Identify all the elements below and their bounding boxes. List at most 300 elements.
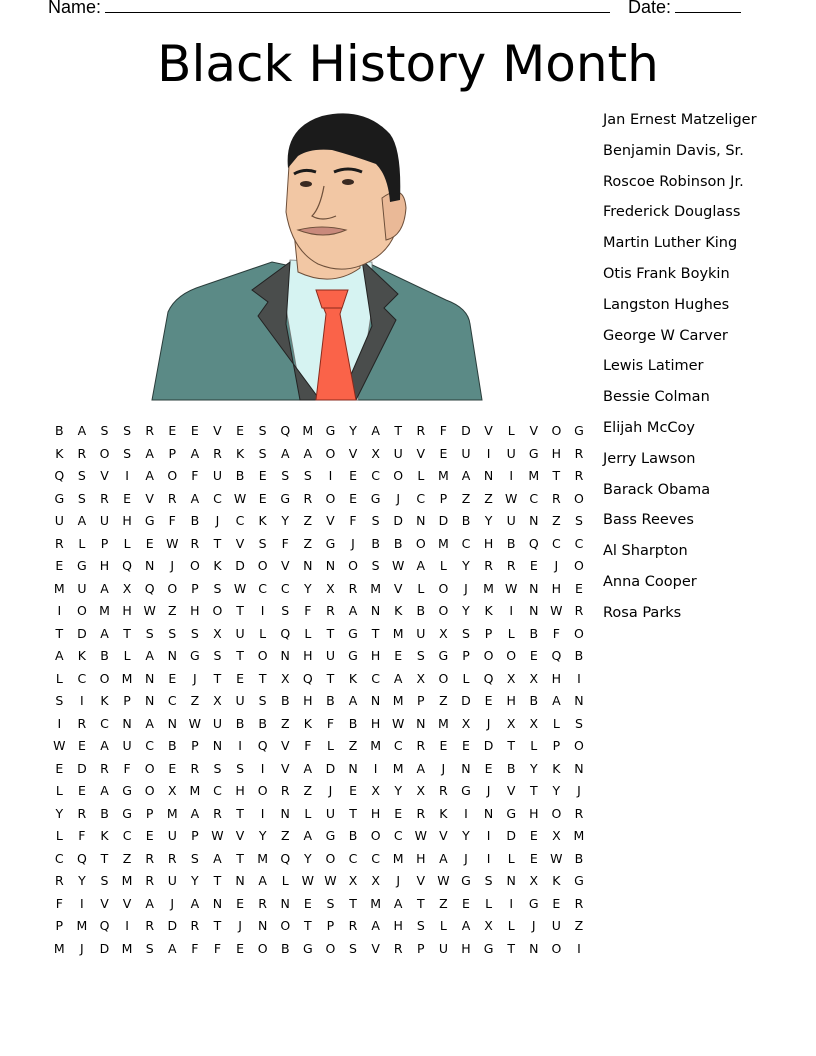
grid-letter[interactable]: J: [193, 670, 197, 686]
grid-letter[interactable]: J: [170, 558, 175, 573]
grid-letter[interactable]: H: [303, 693, 313, 708]
grid-letter[interactable]: M: [53, 580, 65, 596]
grid-letter[interactable]: G: [122, 805, 132, 821]
grid-letter[interactable]: O: [257, 648, 268, 663]
grid-letter[interactable]: M: [573, 828, 585, 843]
grid-letter[interactable]: E: [258, 490, 267, 506]
grid-letter[interactable]: O: [189, 558, 200, 573]
grid-letter[interactable]: N: [280, 805, 290, 821]
grid-letter[interactable]: S: [123, 445, 132, 461]
grid-letter[interactable]: T: [507, 738, 515, 753]
grid-letter[interactable]: J: [486, 783, 491, 798]
grid-letter[interactable]: A: [461, 468, 471, 483]
grid-letter[interactable]: A: [77, 423, 87, 438]
grid-letter[interactable]: M: [483, 580, 494, 596]
grid-letter[interactable]: O: [574, 625, 584, 641]
grid-letter[interactable]: N: [483, 805, 494, 821]
grid-letter[interactable]: X: [461, 715, 471, 731]
grid-letter[interactable]: T: [236, 805, 244, 821]
grid-letter[interactable]: P: [123, 693, 131, 708]
grid-letter[interactable]: S: [190, 625, 199, 641]
grid-letter[interactable]: F: [168, 513, 176, 528]
grid-letter[interactable]: V: [122, 895, 132, 911]
grid-letter[interactable]: E: [236, 423, 244, 438]
grid-letter[interactable]: A: [190, 805, 200, 821]
grid-letter[interactable]: V: [213, 423, 222, 438]
grid-letter[interactable]: E: [439, 738, 448, 753]
grid-letter[interactable]: C: [461, 535, 471, 551]
grid-letter[interactable]: A: [348, 603, 358, 618]
grid-letter[interactable]: V: [393, 580, 403, 596]
grid-letter[interactable]: C: [371, 670, 380, 686]
grid-letter[interactable]: H: [506, 693, 516, 708]
grid-letter[interactable]: M: [437, 715, 449, 731]
grid-letter[interactable]: V: [529, 423, 539, 438]
grid-letter[interactable]: V: [145, 490, 154, 506]
grid-letter[interactable]: Y: [191, 873, 199, 888]
grid-letter[interactable]: R: [213, 805, 222, 821]
grid-letter[interactable]: I: [238, 738, 242, 753]
grid-letter[interactable]: X: [122, 580, 132, 596]
grid-letter[interactable]: O: [167, 468, 178, 483]
grid-letter[interactable]: B: [100, 648, 109, 663]
grid-letter[interactable]: X: [371, 445, 380, 461]
grid-letter[interactable]: A: [552, 693, 561, 708]
grid-letter[interactable]: U: [54, 513, 64, 528]
grid-letter[interactable]: A: [100, 738, 109, 753]
grid-letter[interactable]: H: [370, 805, 381, 821]
grid-letter[interactable]: S: [145, 625, 154, 641]
grid-letter[interactable]: O: [257, 783, 268, 798]
grid-letter[interactable]: U: [235, 625, 245, 641]
grid-letter[interactable]: Z: [303, 535, 313, 551]
grid-letter[interactable]: H: [551, 445, 562, 461]
grid-letter[interactable]: I: [509, 895, 514, 911]
grid-letter[interactable]: B: [280, 693, 290, 708]
grid-letter[interactable]: A: [280, 445, 290, 461]
grid-letter[interactable]: B: [348, 828, 358, 843]
grid-letter[interactable]: A: [303, 828, 313, 843]
grid-letter[interactable]: G: [325, 828, 336, 843]
grid-letter[interactable]: W: [211, 828, 224, 843]
grid-letter[interactable]: F: [326, 715, 335, 731]
grid-letter[interactable]: O: [144, 783, 155, 798]
grid-letter[interactable]: E: [55, 760, 64, 776]
grid-letter[interactable]: T: [55, 625, 64, 641]
grid-letter[interactable]: T: [213, 873, 222, 888]
grid-letter[interactable]: R: [167, 850, 177, 866]
grid-letter[interactable]: G: [506, 805, 517, 821]
grid-letter[interactable]: W: [188, 715, 202, 731]
grid-letter[interactable]: E: [303, 895, 312, 911]
grid-letter[interactable]: O: [167, 580, 178, 596]
grid-letter[interactable]: P: [417, 940, 425, 956]
grid-letter[interactable]: K: [258, 513, 267, 528]
grid-letter[interactable]: P: [100, 535, 109, 551]
grid-letter[interactable]: C: [393, 738, 403, 753]
grid-letter[interactable]: Y: [281, 513, 290, 528]
grid-letter[interactable]: G: [348, 648, 358, 663]
grid-letter[interactable]: Z: [439, 895, 448, 911]
grid-letter[interactable]: A: [145, 648, 154, 663]
grid-letter[interactable]: M: [53, 940, 65, 956]
grid-letter[interactable]: A: [393, 895, 403, 911]
grid-letter[interactable]: O: [370, 828, 381, 843]
grid-letter[interactable]: J: [554, 558, 559, 573]
grid-letter[interactable]: B: [393, 535, 403, 551]
grid-letter[interactable]: J: [464, 580, 468, 596]
grid-letter[interactable]: T: [236, 850, 244, 866]
grid-letter[interactable]: E: [55, 558, 64, 573]
grid-letter[interactable]: E: [394, 648, 403, 663]
grid-letter[interactable]: Z: [574, 918, 584, 933]
grid-letter[interactable]: G: [438, 648, 449, 663]
grid-letter[interactable]: K: [213, 558, 222, 573]
grid-letter[interactable]: W: [301, 873, 315, 888]
grid-letter[interactable]: E: [462, 738, 470, 753]
grid-letter[interactable]: T: [507, 940, 515, 956]
grid-letter[interactable]: G: [574, 873, 584, 888]
grid-letter[interactable]: T: [258, 670, 267, 686]
grid-letter[interactable]: D: [325, 760, 336, 776]
grid-letter[interactable]: O: [280, 918, 291, 933]
grid-letter[interactable]: Q: [144, 580, 155, 596]
grid-letter[interactable]: K: [484, 603, 493, 618]
grid-letter[interactable]: Z: [552, 513, 561, 528]
grid-letter[interactable]: N: [122, 715, 132, 731]
grid-letter[interactable]: A: [348, 693, 358, 708]
grid-letter[interactable]: N: [574, 693, 584, 708]
grid-letter[interactable]: G: [280, 490, 291, 506]
grid-letter[interactable]: S: [371, 513, 380, 528]
grid-letter[interactable]: W: [504, 490, 518, 506]
grid-letter[interactable]: E: [258, 468, 267, 483]
grid-letter[interactable]: F: [213, 940, 222, 956]
grid-letter[interactable]: J: [170, 895, 175, 911]
grid-letter[interactable]: R: [77, 715, 87, 731]
grid-letter[interactable]: T: [213, 918, 222, 933]
grid-letter[interactable]: P: [462, 648, 470, 663]
grid-letter[interactable]: E: [236, 940, 244, 956]
grid-letter[interactable]: C: [371, 468, 380, 483]
grid-letter[interactable]: R: [190, 535, 200, 551]
grid-letter[interactable]: S: [574, 513, 583, 528]
grid-letter[interactable]: L: [530, 738, 538, 753]
grid-letter[interactable]: U: [77, 580, 87, 596]
grid-letter[interactable]: O: [393, 468, 404, 483]
grid-letter[interactable]: M: [392, 693, 404, 708]
grid-letter[interactable]: I: [125, 918, 129, 933]
grid-letter[interactable]: E: [575, 580, 583, 596]
grid-letter[interactable]: B: [55, 423, 64, 438]
grid-letter[interactable]: Q: [99, 918, 110, 933]
grid-letter[interactable]: I: [57, 715, 62, 731]
grid-letter[interactable]: M: [370, 580, 381, 596]
grid-letter[interactable]: I: [80, 895, 84, 911]
grid-letter[interactable]: G: [348, 625, 358, 641]
grid-letter[interactable]: B: [280, 940, 290, 956]
grid-letter[interactable]: H: [416, 850, 426, 866]
grid-letter[interactable]: M: [392, 850, 404, 866]
grid-letter[interactable]: A: [371, 918, 380, 933]
grid-letter[interactable]: D: [167, 918, 178, 933]
grid-letter[interactable]: G: [370, 490, 381, 506]
grid-letter[interactable]: N: [303, 558, 313, 573]
grid-letter[interactable]: V: [235, 828, 245, 843]
grid-letter[interactable]: L: [507, 625, 515, 641]
grid-letter[interactable]: Q: [483, 670, 494, 686]
grid-letter[interactable]: P: [191, 580, 199, 596]
grid-letter[interactable]: T: [552, 468, 561, 483]
grid-letter[interactable]: A: [145, 895, 154, 911]
grid-letter[interactable]: I: [328, 468, 333, 483]
grid-letter[interactable]: A: [439, 850, 448, 866]
grid-letter[interactable]: P: [552, 738, 561, 753]
grid-letter[interactable]: Y: [462, 558, 470, 573]
grid-letter[interactable]: E: [145, 828, 154, 843]
grid-letter[interactable]: Z: [439, 693, 448, 708]
grid-letter[interactable]: H: [483, 535, 494, 551]
grid-letter[interactable]: A: [416, 760, 426, 776]
grid-letter[interactable]: L: [123, 648, 131, 663]
grid-letter[interactable]: T: [100, 850, 109, 866]
grid-letter[interactable]: E: [123, 490, 132, 506]
grid-letter[interactable]: X: [529, 670, 539, 686]
grid-letter[interactable]: J: [351, 535, 355, 551]
grid-letter[interactable]: N: [348, 760, 358, 776]
grid-letter[interactable]: Q: [280, 423, 291, 438]
grid-letter[interactable]: W: [550, 603, 563, 618]
grid-letter[interactable]: H: [190, 603, 200, 618]
grid-letter[interactable]: X: [416, 783, 426, 798]
grid-letter[interactable]: E: [168, 423, 177, 438]
grid-letter[interactable]: H: [529, 805, 539, 821]
grid-letter[interactable]: R: [54, 535, 64, 551]
grid-letter[interactable]: C: [100, 715, 109, 731]
grid-letter[interactable]: A: [145, 715, 154, 731]
grid-letter[interactable]: Y: [394, 783, 403, 798]
grid-letter[interactable]: Q: [551, 648, 562, 663]
grid-letter[interactable]: L: [507, 918, 515, 933]
grid-letter[interactable]: Z: [348, 738, 358, 753]
grid-letter[interactable]: F: [55, 895, 63, 911]
grid-letter[interactable]: F: [552, 625, 560, 641]
grid-letter[interactable]: P: [484, 625, 493, 641]
grid-letter[interactable]: W: [392, 558, 405, 573]
grid-letter[interactable]: I: [577, 670, 581, 686]
grid-letter[interactable]: R: [416, 423, 426, 438]
grid-letter[interactable]: S: [145, 940, 154, 956]
grid-letter[interactable]: G: [528, 445, 539, 461]
grid-letter[interactable]: T: [304, 918, 312, 933]
grid-letter[interactable]: I: [260, 760, 265, 776]
grid-letter[interactable]: T: [213, 670, 222, 686]
grid-letter[interactable]: N: [235, 873, 245, 888]
grid-letter[interactable]: O: [551, 805, 562, 821]
grid-letter[interactable]: H: [551, 580, 562, 596]
grid-letter[interactable]: U: [438, 940, 448, 956]
grid-letter[interactable]: G: [461, 783, 471, 798]
grid-letter[interactable]: W: [233, 490, 247, 506]
grid-letter[interactable]: H: [99, 558, 110, 573]
grid-letter[interactable]: A: [258, 873, 267, 888]
grid-letter[interactable]: L: [55, 670, 63, 686]
grid-letter[interactable]: C: [574, 535, 584, 551]
grid-letter[interactable]: Z: [484, 490, 493, 506]
grid-letter[interactable]: L: [259, 625, 267, 641]
grid-letter[interactable]: V: [100, 895, 109, 911]
grid-letter[interactable]: O: [574, 558, 584, 573]
grid-letter[interactable]: A: [393, 670, 403, 686]
grid-letter[interactable]: U: [99, 513, 110, 528]
grid-letter[interactable]: R: [54, 873, 64, 888]
grid-letter[interactable]: I: [373, 760, 378, 776]
grid-letter[interactable]: U: [167, 873, 177, 888]
grid-letter[interactable]: W: [233, 580, 247, 596]
grid-letter[interactable]: U: [416, 625, 426, 641]
grid-letter[interactable]: B: [258, 715, 267, 731]
grid-letter[interactable]: N: [167, 648, 177, 663]
grid-letter[interactable]: C: [167, 693, 177, 708]
grid-letter[interactable]: C: [551, 535, 561, 551]
grid-letter[interactable]: D: [506, 828, 516, 843]
grid-letter[interactable]: R: [145, 873, 155, 888]
grid-letter[interactable]: D: [483, 738, 494, 753]
grid-letter[interactable]: V: [416, 873, 426, 888]
grid-letter[interactable]: X: [506, 670, 516, 686]
grid-letter[interactable]: J: [238, 918, 242, 933]
grid-letter[interactable]: L: [439, 918, 447, 933]
grid-letter[interactable]: I: [486, 445, 491, 461]
grid-letter[interactable]: R: [348, 918, 358, 933]
grid-letter[interactable]: K: [77, 648, 86, 663]
grid-letter[interactable]: Z: [303, 513, 313, 528]
grid-letter[interactable]: B: [100, 805, 109, 821]
grid-letter[interactable]: N: [212, 895, 223, 911]
grid-letter[interactable]: R: [303, 490, 313, 506]
grid-letter[interactable]: O: [551, 940, 562, 956]
grid-letter[interactable]: C: [258, 580, 267, 596]
grid-letter[interactable]: E: [394, 805, 403, 821]
grid-letter[interactable]: Y: [304, 850, 312, 866]
grid-letter[interactable]: I: [486, 828, 491, 843]
grid-letter[interactable]: J: [531, 918, 536, 933]
grid-letter[interactable]: O: [574, 490, 584, 506]
grid-letter[interactable]: T: [213, 535, 222, 551]
grid-letter[interactable]: P: [145, 805, 154, 821]
grid-letter[interactable]: K: [439, 805, 448, 821]
grid-letter[interactable]: O: [76, 603, 87, 618]
grid-letter[interactable]: E: [484, 760, 493, 776]
grid-letter[interactable]: W: [550, 850, 563, 866]
grid-letter[interactable]: L: [507, 423, 515, 438]
grid-letter[interactable]: O: [438, 580, 449, 596]
grid-letter[interactable]: F: [78, 828, 86, 843]
grid-letter[interactable]: G: [144, 513, 155, 528]
grid-letter[interactable]: I: [577, 940, 581, 956]
grid-letter[interactable]: R: [574, 445, 584, 461]
grid-letter[interactable]: C: [122, 828, 132, 843]
grid-letter[interactable]: E: [349, 468, 357, 483]
grid-letter[interactable]: N: [144, 670, 155, 686]
grid-letter[interactable]: A: [303, 760, 313, 776]
grid-letter[interactable]: X: [280, 670, 290, 686]
grid-letter[interactable]: S: [236, 760, 245, 776]
grid-letter[interactable]: P: [326, 918, 335, 933]
grid-letter[interactable]: U: [167, 828, 177, 843]
grid-letter[interactable]: I: [260, 603, 265, 618]
grid-letter[interactable]: O: [325, 445, 336, 461]
grid-letter[interactable]: Z: [167, 603, 177, 618]
grid-letter[interactable]: V: [416, 445, 426, 461]
grid-letter[interactable]: R: [77, 805, 87, 821]
grid-letter[interactable]: X: [326, 580, 335, 596]
grid-letter[interactable]: U: [506, 513, 516, 528]
grid-letter[interactable]: Z: [122, 850, 132, 866]
grid-letter[interactable]: R: [77, 445, 87, 461]
grid-letter[interactable]: N: [325, 558, 336, 573]
grid-letter[interactable]: A: [145, 468, 154, 483]
grid-letter[interactable]: J: [215, 513, 220, 528]
grid-letter[interactable]: J: [328, 783, 333, 798]
grid-letter[interactable]: O: [438, 670, 449, 686]
grid-letter[interactable]: Y: [552, 783, 561, 798]
grid-letter[interactable]: N: [370, 693, 381, 708]
grid-letter[interactable]: N: [257, 918, 268, 933]
grid-letter[interactable]: E: [190, 423, 199, 438]
grid-letter[interactable]: S: [303, 468, 312, 483]
grid-letter[interactable]: F: [281, 535, 289, 551]
grid-letter[interactable]: M: [189, 783, 201, 798]
grid-letter[interactable]: D: [461, 423, 471, 438]
grid-letter[interactable]: R: [280, 783, 290, 798]
grid-letter[interactable]: G: [483, 940, 494, 956]
grid-letter[interactable]: Q: [280, 625, 291, 641]
grid-letter[interactable]: G: [77, 558, 87, 573]
grid-letter[interactable]: Y: [304, 580, 312, 596]
grid-letter[interactable]: L: [507, 850, 515, 866]
grid-letter[interactable]: Y: [529, 760, 538, 776]
grid-letter[interactable]: A: [303, 445, 313, 461]
grid-letter[interactable]: R: [393, 940, 403, 956]
grid-letter[interactable]: F: [191, 940, 199, 956]
grid-letter[interactable]: N: [280, 648, 290, 663]
grid-letter[interactable]: V: [506, 783, 516, 798]
grid-letter[interactable]: O: [506, 648, 517, 663]
grid-letter[interactable]: O: [438, 603, 449, 618]
grid-letter[interactable]: Y: [462, 603, 470, 618]
grid-letter[interactable]: X: [213, 625, 222, 641]
grid-letter[interactable]: N: [167, 715, 177, 731]
grid-letter[interactable]: G: [528, 895, 539, 911]
grid-letter[interactable]: X: [371, 873, 380, 888]
grid-letter[interactable]: E: [529, 850, 538, 866]
grid-letter[interactable]: N: [416, 513, 426, 528]
grid-letter[interactable]: T: [529, 783, 538, 798]
grid-letter[interactable]: F: [304, 738, 312, 753]
grid-letter[interactable]: S: [258, 445, 267, 461]
grid-letter[interactable]: L: [439, 558, 447, 573]
grid-letter[interactable]: U: [393, 445, 403, 461]
grid-letter[interactable]: L: [417, 468, 425, 483]
grid-letter[interactable]: W: [53, 738, 66, 753]
grid-letter[interactable]: C: [393, 828, 403, 843]
grid-letter[interactable]: L: [485, 895, 493, 911]
grid-letter[interactable]: S: [168, 625, 177, 641]
grid-letter[interactable]: W: [143, 603, 156, 618]
grid-letter[interactable]: S: [258, 535, 267, 551]
grid-letter[interactable]: K: [235, 445, 245, 461]
